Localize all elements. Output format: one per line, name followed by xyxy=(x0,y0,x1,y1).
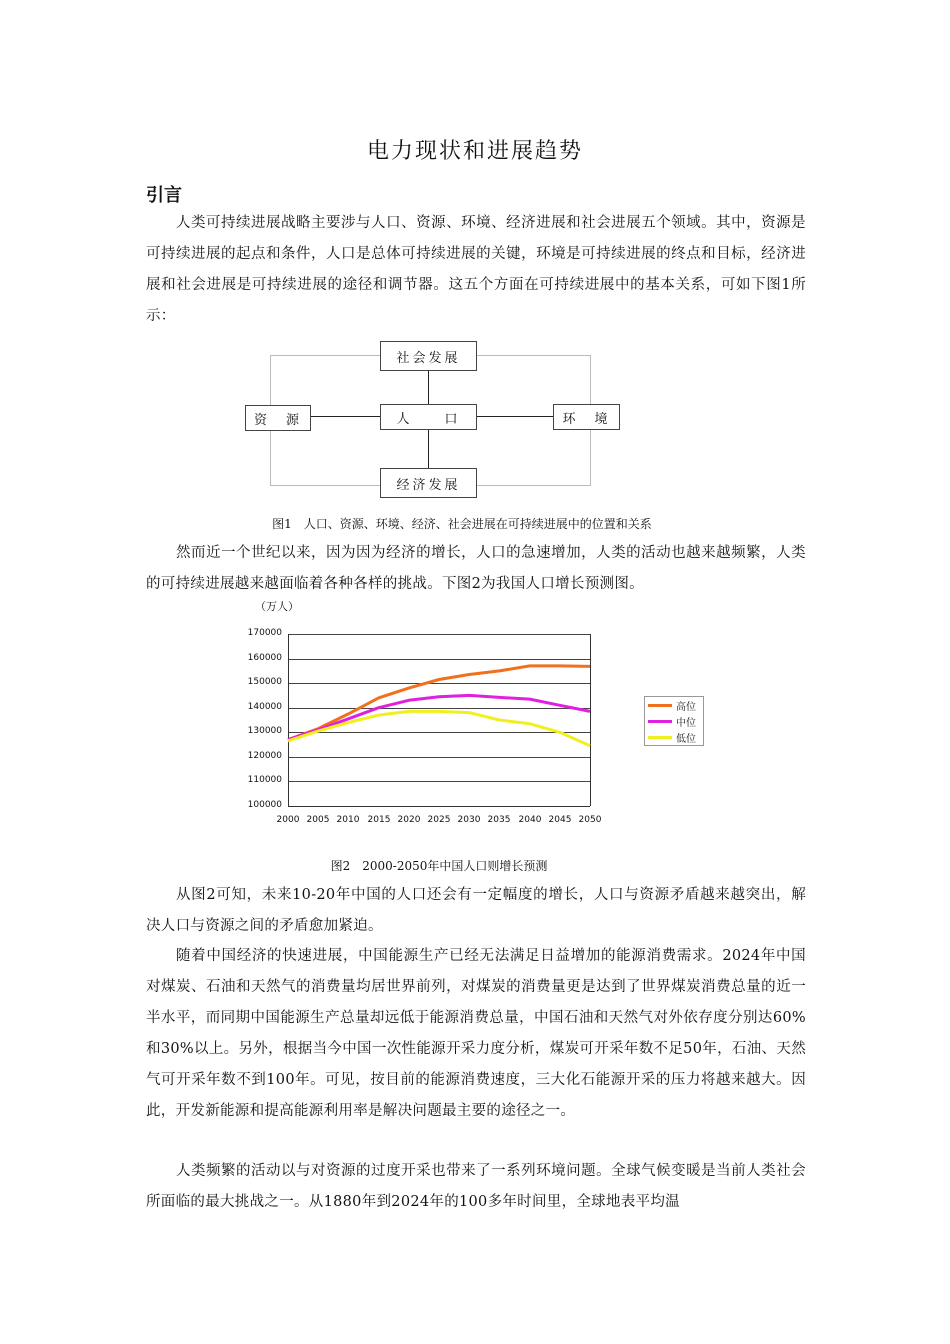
y-tick-label: 160000 xyxy=(247,653,282,663)
paragraph-2: 然而近一个世纪以来，因为因为经济的增长，人口的急速增加，人类的活动也越来越频繁，人类的可持续进展越来越面临着各种各样的挑战。下图2为我国人口增长预测图。 xyxy=(146,545,806,592)
node-social-development: 社会发展 xyxy=(380,341,477,371)
x-tick-label: 2025 xyxy=(427,815,451,825)
paragraph-1: 人类可持续进展战略主要涉与人口、资源、环境、经济进展和社会进展五个领域。其中，资源是可持续进展的起点和条件，人口是总体可持续进展的关键，环境是可持续进展的终点和目标，经济进展和社会进展是可持续进展的途径和调节器。这五个方面在可持续进展中的基本关系，可如下图1所示： xyxy=(146,215,806,324)
y-axis xyxy=(288,634,289,806)
gridline xyxy=(288,781,590,782)
section-heading: 引言 xyxy=(146,185,182,206)
gridline xyxy=(288,757,590,758)
legend-label-high: 高位 xyxy=(676,702,696,713)
x-tick-label: 2040 xyxy=(518,815,542,825)
y-tick-label: 110000 xyxy=(247,775,282,785)
y-tick-label: 130000 xyxy=(247,726,282,736)
node-economic-development: 经济发展 xyxy=(380,468,477,498)
legend-item-mid xyxy=(645,714,703,729)
series-line-高位 xyxy=(288,666,590,740)
x-tick-label: 2005 xyxy=(306,815,330,825)
gridline xyxy=(288,659,590,660)
document-title: 电力现状和进展趋势 xyxy=(366,139,583,164)
series-line-中位 xyxy=(288,695,590,739)
x-tick-label: 2045 xyxy=(548,815,572,825)
legend-swatch-high xyxy=(648,704,672,707)
node-resources: 资 源 xyxy=(245,405,311,431)
legend-label-mid: 中位 xyxy=(676,718,696,729)
gridline xyxy=(288,806,590,807)
series-line-低位 xyxy=(288,711,590,745)
paragraph-5: 人类频繁的活动以与对资源的过度开采也带来了一系列环境问题。全球气候变暖是当前人类社会所面临的最大挑战之一。从1880年到2024年的100多年时间里，全球地表平均温 xyxy=(146,1163,806,1210)
legend-item-low xyxy=(645,730,703,745)
chart-legend xyxy=(644,696,704,746)
paragraph-3: 从图2可知，未来10-20年中国的人口还会有一定幅度的增长，人口与资源矛盾越来越突出，解决人口与资源之间的矛盾愈加紧迫。 xyxy=(146,887,806,934)
gridline xyxy=(288,708,590,709)
gridline xyxy=(288,634,590,635)
figure-1-caption: 图1 人口、资源、环境、经济、社会进展在可持续进展中的位置和关系 xyxy=(272,517,652,531)
gridline xyxy=(288,683,590,684)
x-tick-label: 2030 xyxy=(457,815,481,825)
legend-label-low: 低位 xyxy=(676,734,696,745)
plot-border-right xyxy=(590,634,591,806)
node-environment: 环 境 xyxy=(553,404,620,430)
y-tick-label: 150000 xyxy=(247,677,282,687)
legend-item-high xyxy=(645,698,703,713)
x-tick-label: 2035 xyxy=(487,815,511,825)
gridline xyxy=(288,732,590,733)
chart-y-unit: （万人） xyxy=(255,600,299,613)
x-tick-label: 2000 xyxy=(276,815,300,825)
x-tick-label: 2015 xyxy=(367,815,391,825)
legend-swatch-mid xyxy=(648,720,672,723)
legend-swatch-low xyxy=(648,736,672,739)
paragraph-4: 随着中国经济的快速进展，中国能源生产已经无法满足日益增加的能源消费需求。2024年中国对煤炭、石油和天然气的消费量均居世界前列，对煤炭的消费量更是达到了世界煤炭消费总量的近一半水平，而同期中国能源生产总量却远低于能源消费总量，中国石油和天然气对外依存度分别达60%和30%以上。另外，根据当今中国一次性能源开采力度分析，煤炭可开采年数不足50年，石油、天然气可开采年数不到100年。可见，按目前的能源消费速度，三大化石能源开采的压力将越来越大。因此，开发新能源和提高能源利用率是解决问题最主要的途径之一。 xyxy=(146,948,806,1119)
x-tick-label: 2010 xyxy=(336,815,360,825)
x-tick-label: 2020 xyxy=(397,815,421,825)
x-tick-label: 2050 xyxy=(578,815,602,825)
y-tick-label: 100000 xyxy=(247,800,282,810)
y-tick-label: 120000 xyxy=(247,751,282,761)
y-tick-label: 170000 xyxy=(247,628,282,638)
figure-2-caption: 图2 2000-2050年中国人口则增长预测 xyxy=(330,859,548,873)
node-population: 人 口 xyxy=(380,404,477,430)
y-tick-label: 140000 xyxy=(247,702,282,712)
